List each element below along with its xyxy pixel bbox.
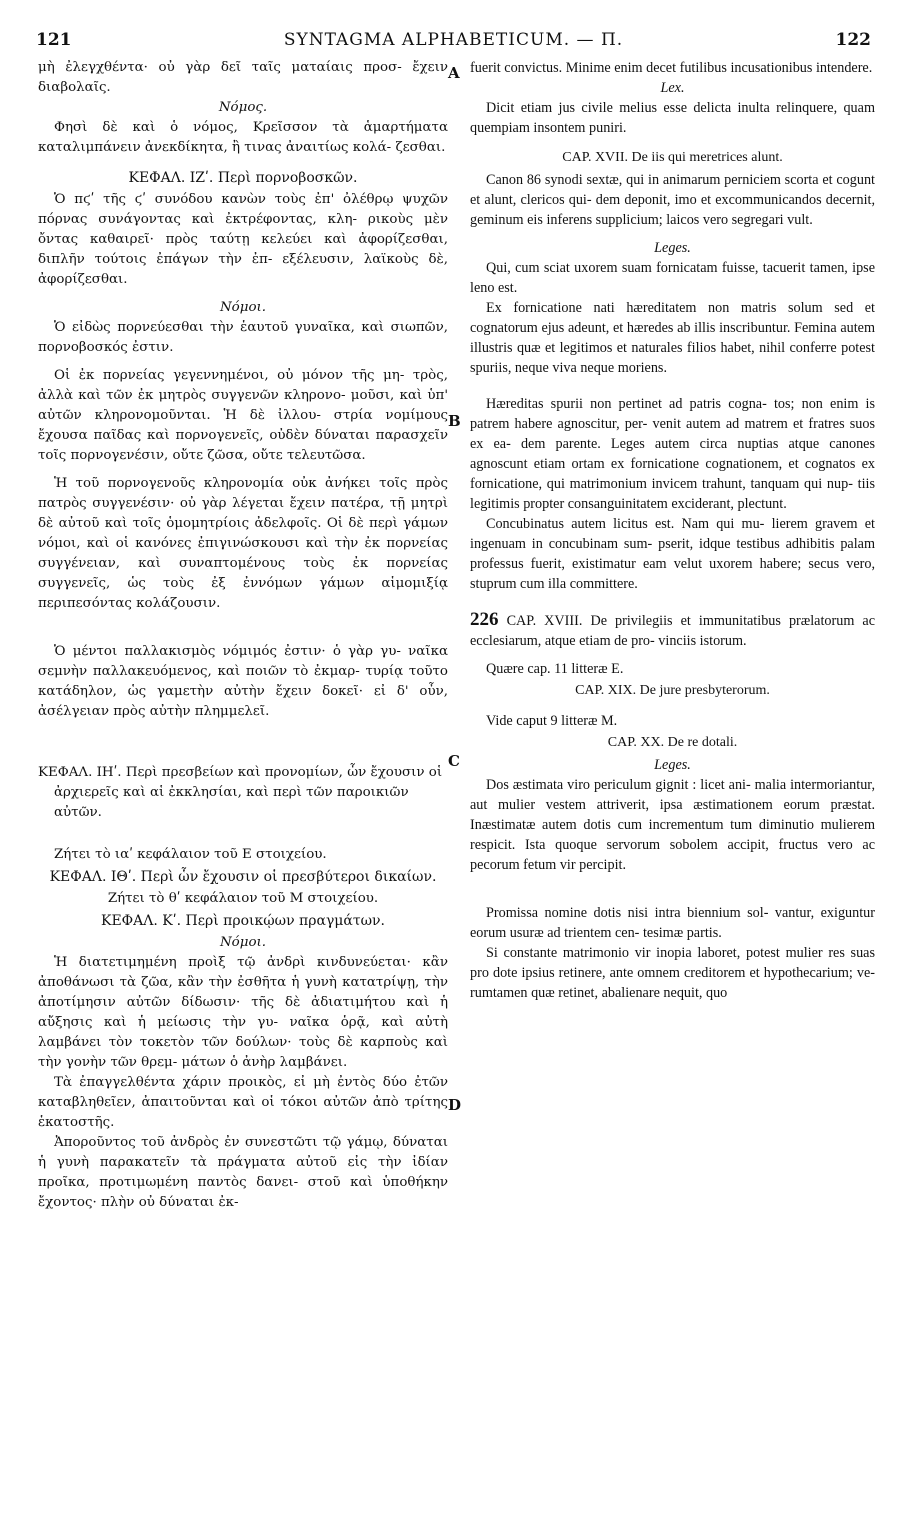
greek-heading: Νόμος.	[218, 100, 268, 115]
latin-paragraph: Dos æstimata viro periculum gignit : licet ani- malia intermoriantur, aut mulier vestem attriverit, ipsa æstimationem eorum præstat. Inæstimatæ autem dotis cum incrementum tum diminutio mulierem respicit. Ista quoque servorum sobolem accipit, fructus vero ac pecorum fetum vir percipit.	[470, 777, 875, 873]
greek-paragraph: Ὁ μέντοι παλλακισμὸς νόμιμός ἐστιν· ὁ γὰρ γυ- ναῖκα σεμνὴν παλλακευόμενος, καὶ ποιῶν τὸ ἐκμαρ- τυρίᾳ τοῦτο κατάδηλον, ὡς γαμετὴν αὐτὴν ἔχειν δοκεῖ· εἰ δ' οὖν, ἀσέλγειαν πρὸς αὐτὴν πλημμελεῖ.	[38, 644, 448, 719]
greek-paragraph: Ὁ πϛʹ τῆς ϛʹ συνόδου κανὼν τοὺς ἐπ' ὀλέθρῳ ψυχῶν πόρνας συνάγοντας καὶ ἐκτρέφοντας, κλη- ρικοὺς μὲν ὄντας καθαιρεῖ· πρὸς ταύτῃ κελεύει καὶ ἀφορίζεσθαι, διπλῆν τούτοις ἐπάγων τὴν ἐπ- εξέλευσιν, λαϊκοὺς δὲ, ἀφορίζεσθαι.	[38, 192, 448, 287]
latin-paragraph: Concubinatus autem licitus est. Nam qui mu- lierem gravem et ingenuam in concubinam sum- pserit, idque testibus adhibitis palam professus fuerit, existimatur eam velut uxorem habere; secus vero, stuprum cum illa committere.	[470, 516, 875, 592]
latin-paragraph: Canon 86 synodi sextæ, qui in animarum perniciem scorta et cogunt et alunt, clericos qui- dem deponit, imo et excommunicandos decernit, geminum eis inferens supplicium; laicos vero segregari vult.	[470, 172, 875, 228]
latin-heading: Leges.	[654, 240, 691, 256]
greek-paragraph: Ζήτει τὸ θʹ κεφάλαιον τοῦ Μ στοιχείου.	[107, 890, 379, 906]
latin-paragraph: Promissa nomine dotis nisi intra biennium sol- vantur, exiguntur eorum usuræ ad trientem cen- tesimæ partis.	[470, 905, 875, 941]
latin-chapter-heading: CAP. XVII. De iis qui meretrices alunt.	[562, 150, 783, 165]
latin-paragraph: fuerit convictus. Minime enim decet futilibus incusationibus intendere.	[470, 60, 873, 76]
greek-paragraph: Ἡ τοῦ πορνογενοῦς κληρονομία οὐκ ἀνήκει τοῖς πρὸς πατρὸς συγγενέσιν· οὐ γὰρ λέγεται ἔχειν πατέρα, τῇ μητρὶ δὲ αὐτοῦ καὶ τοῖς ὁμομητρίοις ἀδελφοῖς. Οἱ δὲ περὶ γάμων νόμοι, καὶ οἱ κανόνες ἐπιγινώσκουσι καὶ τὴν ἐκ πορνείας συγγένειαν, καὶ συναπτομένους τοὺς ἐκ πορνείας συγγενεῖς, ὡς τοὺς ἐξ ἐννόμων γάμων αἱμομιξίᾳ περιπεσόντας κολάζουσιν.	[38, 476, 448, 611]
greek-heading: Νόμοι.	[219, 300, 267, 315]
greek-paragraph: Φησὶ δὲ καὶ ὁ νόμος, Κρεῖσσον τὰ ἁμαρτήματα καταλιμπάνειν ἀνεκδίκητα, ἢ τινας ἀναιτίως κολά- ζεσθαι.	[38, 120, 448, 155]
greek-heading: Νόμοι.	[219, 934, 267, 950]
margin-marker-d: D	[448, 1096, 462, 1114]
latin-paragraph: Qui, cum sciat uxorem suam fornicatam fuisse, tacuerit tamen, ipse leno est.	[470, 260, 875, 296]
latin-chapter-heading-text: CAP. XVIII. De privilegiis et immunitatibus prælatorum ac ecclesiarum, atque etiam de pro- vinciis istorum.	[470, 613, 876, 649]
page-number-right: 122	[835, 30, 871, 50]
latin-column	[470, 58, 875, 1003]
greek-paragraph: Οἱ ἐκ πορνείας γεγεννημένοι, οὐ μόνον τῆς μη- τρὸς, ἀλλὰ καὶ τῶν ἐκ μητρὸς συγγενῶν κληρονο- μοῦσι, καὶ ὑπ' αὐτῶν κληρονομοῦνται. Ἡ δὲ ἰλλου- στρία νομίμους ἔχουσα παῖδας καὶ πορνογενεῖς, οὐδὲν δύναται παρασχεῖν τοῖς πορνογενέσιν, οὔτε ζῶσα, οὔτε τελευτῶσα.	[38, 368, 448, 463]
greek-chapter-heading: ΚΕΦΑΛ. Κʹ. Περὶ προικῴων πραγμάτων.	[101, 912, 385, 929]
latin-paragraph: Quære cap. 11 litteræ E.	[486, 661, 624, 677]
latin-paragraph: Dicit etiam jus civile melius esse delicta inulta relinquere, quam quempiam insontem puniri.	[470, 100, 875, 136]
page-number-left: 121	[36, 30, 72, 50]
latin-heading: Leges.	[654, 757, 691, 773]
greek-paragraph: Ζήτει τὸ ιαʹ κεφάλαιον τοῦ Ε στοιχείου.	[54, 846, 327, 862]
latin-paragraph: Vide caput 9 litteræ M.	[486, 713, 618, 729]
greek-chapter-heading: ΚΕΦΑΛ. ΙΖʹ. Περὶ πορνοβοσκῶν.	[128, 170, 358, 186]
latin-chapter-heading: CAP. XX. De re dotali.	[607, 735, 738, 750]
latin-paragraph: Hæreditas spurii non pertinet ad patris cogna- tos; non enim is patrem habere agnoscitur, per- venit autem ad matrem et fratres suos ex ea- dem parente. Leges autem circa nuptias atque canones agnoscunt etiam ortam ex fornicatione cognationem, et cognatos ex fornicatione, qui matrimonium invicem trahunt, tanquam qui nup- tiis legitimis propter consanguinitatem exciderant, plectunt.	[470, 396, 875, 512]
greek-chapter-heading: ΚΕΦΑΛ. ΙΘʹ. Περὶ ὧν ἔχουσιν οἱ πρεσβύτεροι δικαίων.	[49, 868, 437, 885]
greek-chapter-heading: ΚΕΦΑΛ. ΙΗʹ. Περὶ πρεσβείων καὶ προνομίων, ὧν ἔχουσιν οἱ ἀρχιερεῖς καὶ αἱ ἐκκλησίαι, καὶ περὶ τῶν παροικιῶν αὐτῶν.	[38, 765, 443, 821]
greek-column	[38, 58, 448, 1213]
margin-marker-a: A	[448, 64, 460, 82]
greek-paragraph: μὴ ἐλεγχθέντα· οὐ γὰρ δεῖ ταῖς ματαίαις προσ- ἔχειν διαβολαῖς.	[38, 60, 448, 95]
latin-chapter-heading: CAP. XIX. De jure presbyterorum.	[575, 683, 770, 698]
page-header	[36, 30, 871, 56]
latin-paragraph: Ex fornicatione nati hæreditatem non matris solum sed et cognatorum ejus adeunt, et hæredes ab illis inscribuntur. Femina autem illustris quæ et legitimos et naturales filios habet, nihil conferre potest spuriis, neque viva neque moriens.	[470, 300, 875, 376]
latin-heading: Lex.	[660, 80, 685, 96]
margin-marker-b: B	[448, 412, 461, 430]
greek-paragraph: Ἀποροῦντος τοῦ ἀνδρὸς ἐν συνεστῶτι τῷ γάμῳ, δύναται ἡ γυνὴ παρακατεῖν τὰ πράγματα αὐτοῦ εἰς τὴν ἰδίαν προῖκα, προτιμωμένη παντὸς δανει- στοῦ καὶ ὑποθήκην ἔχοντος· πλὴν οὐ δύναται ἐκ-	[38, 1134, 448, 1210]
greek-paragraph: Ὁ εἰδὼς πορνεύεσθαι τὴν ἑαυτοῦ γυναῖκα, καὶ σιωπῶν, πορνοβοσκός ἐστιν.	[38, 320, 448, 355]
margin-marker-c: C	[448, 752, 460, 770]
running-title: SYNTAGMA ALPHABETICUM. — Π.	[283, 30, 624, 50]
column-number: 226	[470, 609, 499, 630]
greek-paragraph: Τὰ ἐπαγγελθέντα χάριν προικὸς, εἰ μὴ ἐντὸς δύο ἐτῶν καταβληθεῖεν, ἀπαιτοῦνται καὶ οἱ τόκοι αὐτῶν ἀπὸ τρίτης ἑκατοστῆς.	[38, 1074, 448, 1130]
greek-paragraph: Ἡ διατετιμημένη προὶξ τῷ ἀνδρὶ κινδυνεύεται· κἂν ἀποθάνωσι τὰ ζῶα, κἂν τὴν ἐσθῆτα ἡ γυνὴ κατατρίψῃ, τὴν ἀποτίμησιν αὐτῶν δίδωσιν· τῆς δὲ ἀδιατιμήτου καὶ ἡ αὔξησις καὶ ἡ μείωσις τὴν γυ- ναῖκα ὁρᾷ, καὶ αὐτὴ λαμβάνει τὸν τοκετὸν τῶν δούλων· τοὺς δὲ καρποὺς καὶ τὴν γονὴν τῶν θρεμ- μάτων ὁ ἀνὴρ λαμβάνει.	[38, 954, 448, 1070]
latin-paragraph: Si constante matrimonio vir inopia laboret, potest mulier res suas pro dote ipsius retinere, ante omnem creditorem et hypothecarium; ve- rumtamen quæ retinet, abalienare nequit, quo	[470, 945, 875, 1001]
latin-chapter-heading	[470, 610, 875, 651]
